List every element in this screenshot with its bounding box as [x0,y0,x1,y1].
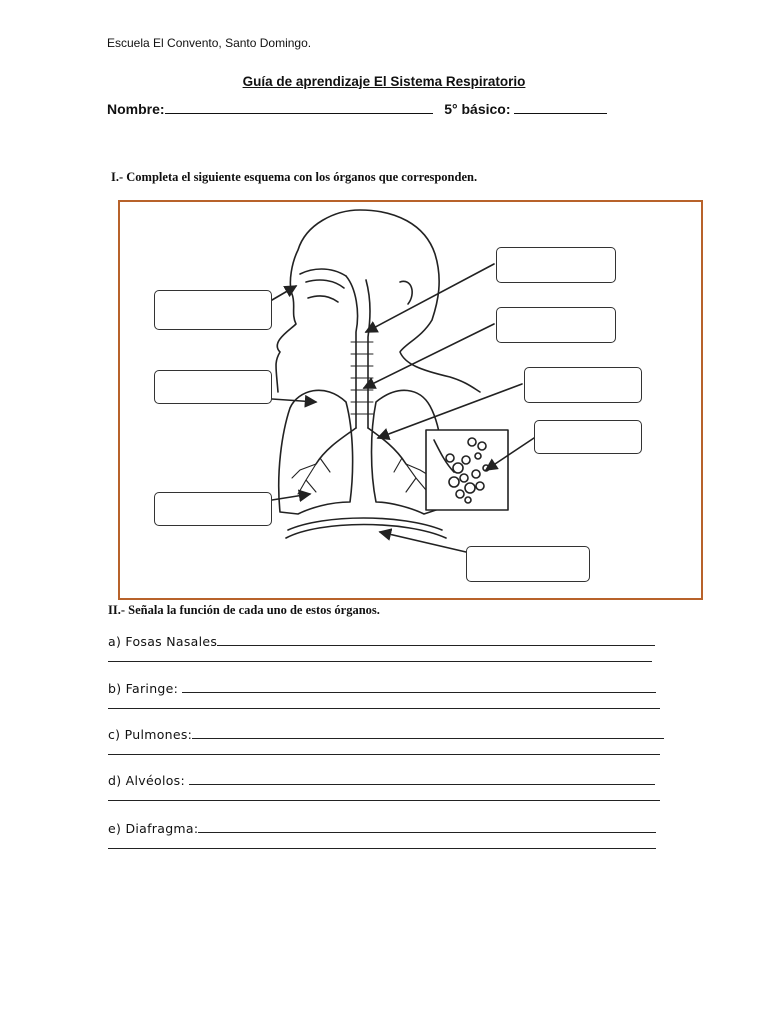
section1-instruction: I.- Completa el siguiente esquema con los órganos que corresponden. [111,170,478,184]
label-box-2[interactable] [154,370,272,404]
grade-label: 5° básico: [444,101,511,117]
label-box-4[interactable] [496,247,616,283]
answer-line[interactable] [108,708,660,709]
question-c [108,727,664,742]
label-box-3[interactable] [154,492,272,526]
answer-line[interactable] [198,822,656,833]
name-blank[interactable] [165,101,433,114]
answer-line[interactable] [108,800,660,801]
name-label: Nombre: [107,101,165,117]
question-a [108,634,655,649]
diagram-frame [118,200,703,600]
question-b [108,681,656,696]
answer-line[interactable] [192,728,664,739]
school-name: Escuela El Convento, Santo Domingo. [107,36,312,50]
nasal-cavity [300,269,346,302]
question-label: c) Pulmones: [108,727,193,742]
answer-line[interactable] [108,661,652,662]
answer-line[interactable] [108,754,660,755]
answer-line[interactable] [182,682,656,693]
question-label: a) Fosas Nasales [108,634,218,649]
label-box-7[interactable] [534,420,642,454]
question-e [108,821,656,836]
answer-line[interactable] [189,774,655,785]
left-lung [279,390,353,514]
head-outline [276,210,480,392]
diaphragm [286,525,446,539]
answer-line[interactable] [217,635,655,646]
question-label: e) Diafragma: [108,821,199,836]
name-line [107,101,607,117]
trachea [346,276,370,428]
answer-line[interactable] [108,848,656,849]
label-box-6[interactable] [524,367,642,403]
grade-blank[interactable] [514,101,607,114]
question-label: d) Alvéolos: [108,773,185,788]
label-box-1[interactable] [154,290,272,330]
page-title: Guía de aprendizaje El Sistema Respiratorio [242,74,526,89]
question-label: b) Faringe: [108,681,179,696]
label-box-5[interactable] [496,307,616,343]
question-d [108,773,655,788]
label-box-8[interactable] [466,546,590,582]
section2-instruction: II.- Señala la función de cada uno de estos órganos. [108,603,380,617]
